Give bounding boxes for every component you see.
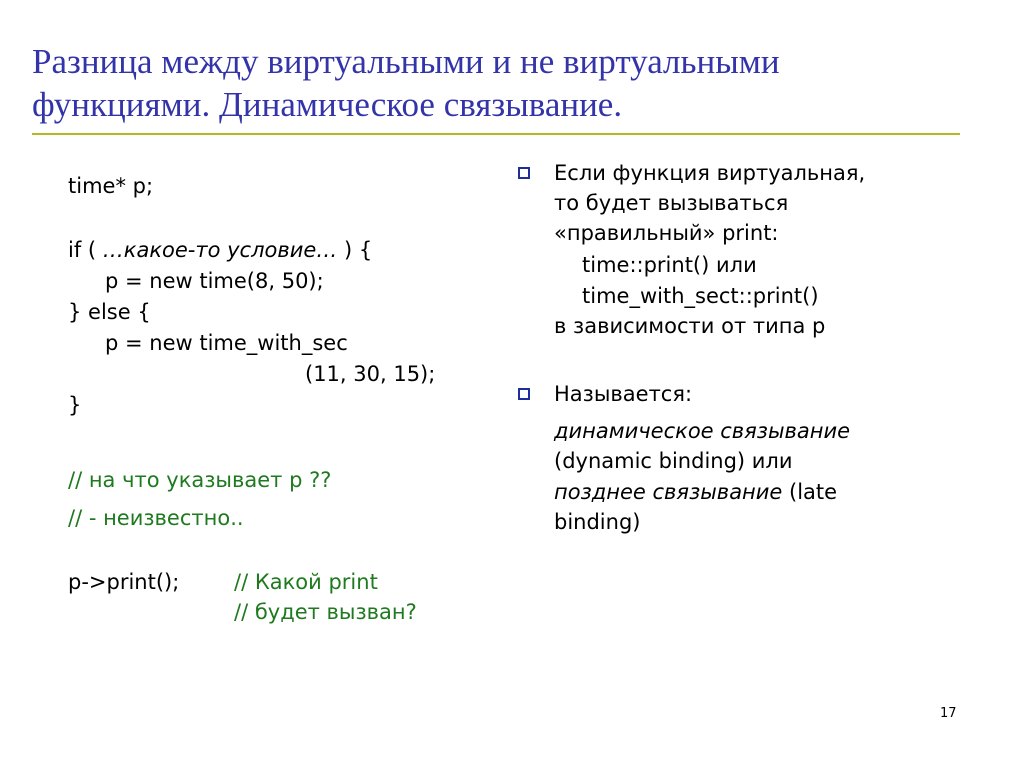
bullet1-line-1: Если функция виртуальная, xyxy=(554,161,866,185)
bullet1-line-4: time::print() или xyxy=(582,253,757,277)
square-bullet-icon xyxy=(518,167,530,179)
bullet2-line-5: binding) xyxy=(554,510,641,534)
bullet2-line-1: Называется: xyxy=(554,382,693,406)
bullet1-line-5: time_with_sect::print() xyxy=(582,284,819,308)
bullet1-line-2: то будет вызываться xyxy=(554,191,789,215)
title-divider xyxy=(32,133,960,135)
bullet2-line-4 xyxy=(554,477,837,507)
page-number: 17 xyxy=(940,706,957,721)
code-comment-2: // - неизвестно.. xyxy=(68,506,244,530)
code-call: p->print(); xyxy=(68,570,180,594)
bullet1-line-3: «правильный» print: xyxy=(554,221,779,245)
code-if-open: if ( xyxy=(68,238,103,262)
code-line-args: (11, 30, 15); xyxy=(305,362,436,386)
code-comment-1: // на что указывает p ?? xyxy=(68,468,332,492)
bullet2-line-3: (dynamic binding) или xyxy=(554,449,793,473)
bullet2-late-binding-term: позднее связывание xyxy=(554,480,783,504)
code-if-condition: …какое-то условие… xyxy=(102,238,338,262)
code-line-else: } else { xyxy=(68,300,151,324)
code-line-new-time: p = new time(8, 50); xyxy=(105,269,324,293)
bullet2-late-text: (late xyxy=(782,480,838,504)
code-call-comment-2: // будет вызван? xyxy=(234,600,417,624)
slide-title-line-1: Разница между виртуальными и не виртуальными xyxy=(32,42,780,81)
bullet2-line-2: динамическое связывание xyxy=(554,419,851,443)
code-call-comment-1: // Какой print xyxy=(234,570,378,594)
code-line-if xyxy=(68,236,372,264)
slide-title xyxy=(32,40,972,126)
code-line-new-sec: p = new time_with_sec xyxy=(105,331,348,355)
code-line-close: } xyxy=(68,393,82,417)
code-line-declaration: time* p; xyxy=(68,174,154,198)
slide-title-line-2: функциями. Динамическое связывание. xyxy=(32,85,623,124)
bullet1-line-6: в зависимости от типа p xyxy=(554,314,826,338)
square-bullet-icon xyxy=(518,388,530,400)
code-if-close: ) { xyxy=(337,238,373,262)
